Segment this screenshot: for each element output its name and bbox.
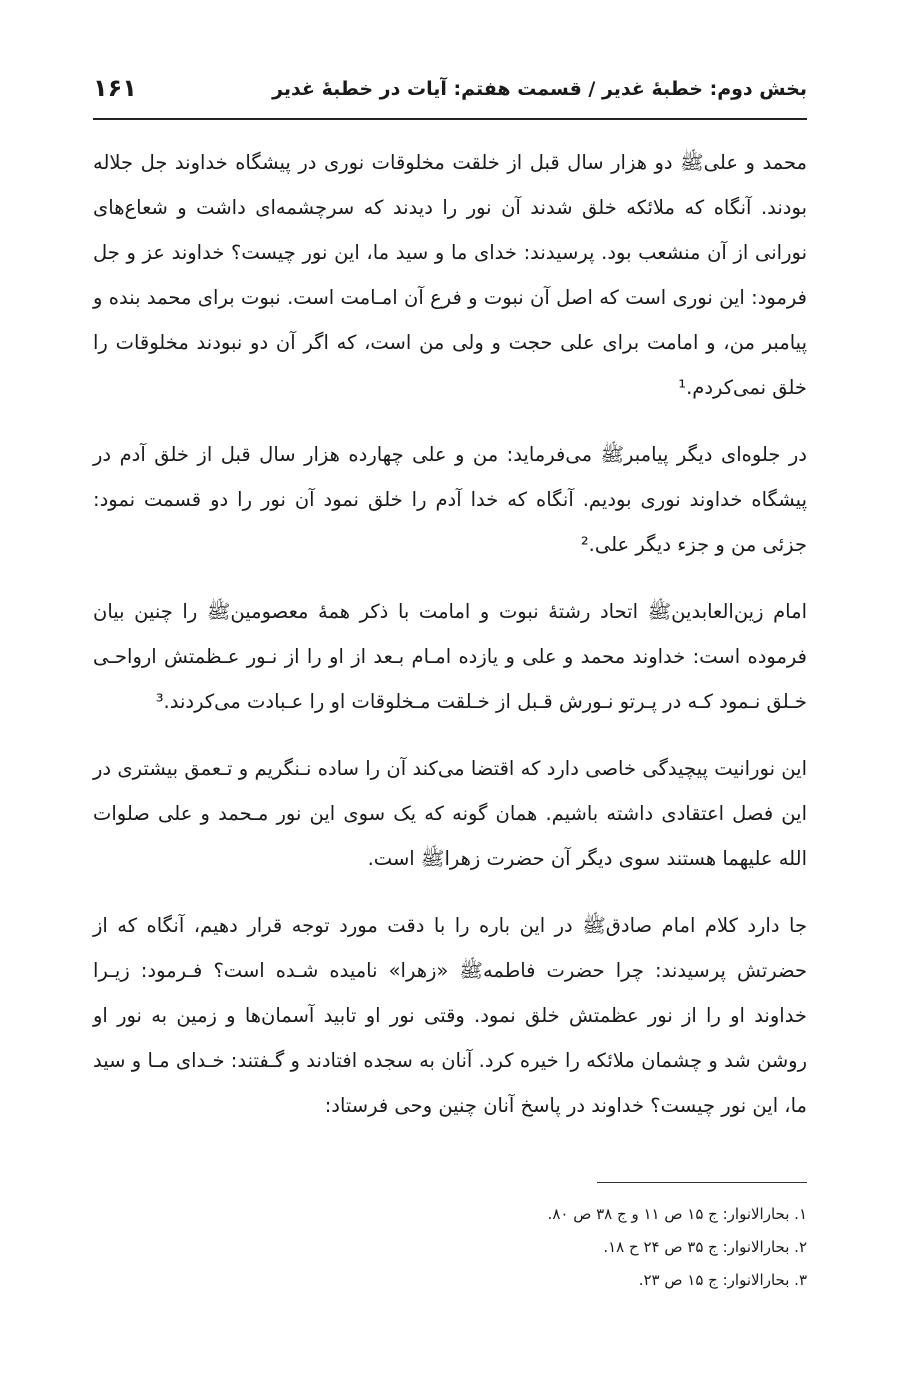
running-title: بخش دوم: خطبهٔ غدیر / قسمت هفتم: آیات در خطبهٔ غدیر (272, 78, 807, 100)
body-text (93, 140, 807, 1150)
header-divider (93, 118, 807, 120)
page-number: ۱۶۱ (93, 74, 137, 102)
footnote: ۱. بحارالانوار: ج ۱۵ ص ۱۱ و ج ۳۸ ص ۸۰. (547, 1205, 807, 1223)
paragraph: امام زین‌العابدینﷺ اتحاد رشتهٔ نبوت و امامت با ذکر همهٔ معصومینﷺ را چنین بیان فرموده است: خداوند محمد و علی و یازده امـام بـعد از او را از نـور عـظمتش ارواحـی خـلق نـمود کـه در پـرتو نـورش قـبل از خـلقت مـخلوقات او را عـبادت می‌کردند.³ (93, 600, 807, 713)
paragraph: جا دارد کلام امام صادقﷺ در این باره را با دقت مورد توجه قرار دهیم، آنگاه که از حضرتش پرسیدند: چرا حضرت فاطمهﷺ «زهرا» نامیده شـده است؟ فـرمود: زیـرا خداوند او را از نور عظمتش خلق نمود. وقتی نور او تابید آسمان‌ها و زمین به نور او روشن شد و چشمان ملائکه را خیره کرد. آنان به سجده افتادند و گـفتند: خـدای مـا و سید ما، این نور چیست؟ خداوند در پاسخ آنان چنین وحی فرستاد: (93, 914, 807, 1117)
paragraph: در جلوه‌ای دیگر پیامبرﷺ می‌فرماید: من و علی چهارده هزار سال قبل از خلق آدم در پیشگاه خداوند نوری بودیم. آنگاه که خدا آدم را خلق نمود آن نور را دو قسمت نمود: جزئی من و جزء دیگر علی.² (93, 443, 807, 556)
page-header (93, 70, 807, 110)
footnote-divider (597, 1182, 807, 1183)
footnote: ۲. بحارالانوار: ج ۳۵ ص ۲۴ ح ۱۸. (603, 1238, 807, 1256)
paragraph: این نورانیت پیچیدگی خاصی دارد که اقتضا می‌کند آن را ساده نـنگریم و تـعمق بیشتری در این فصل اعتقادی داشته باشیم. همان گونه که یک سوی این نور مـحمد و علی صلوات الله علیهما هستند سوی دیگر آن حضرت زهراﷺ است. (93, 757, 807, 870)
paragraph: محمد و علیﷺ دو هزار سال قبل از خلقت مخلوقات نوری در پیشگاه خداوند جل جلاله بودند. آنگاه که ملائکه خلق شدند آن نور را دیدند که سرچشمه‌ای داشت و شعاع‌های نورانی از آن منشعب بود. پرسیدند: خدای ما و سید ما، این نور چیست؟ خداوند عز و جل فرمود: این نوری است که اصل آن نبوت و فرع آن امـامت است. نبوت برای محمد بنده و پیامبر من، و امامت برای علی حجت و ولی من است، که اگر آن دو نبودند مخلوقات را خلق نمی‌کردم.¹ (93, 151, 807, 399)
footnotes (93, 1198, 807, 1297)
footnote: ۳. بحارالانوار: ج ۱۵ ص ۲۳. (638, 1271, 807, 1289)
